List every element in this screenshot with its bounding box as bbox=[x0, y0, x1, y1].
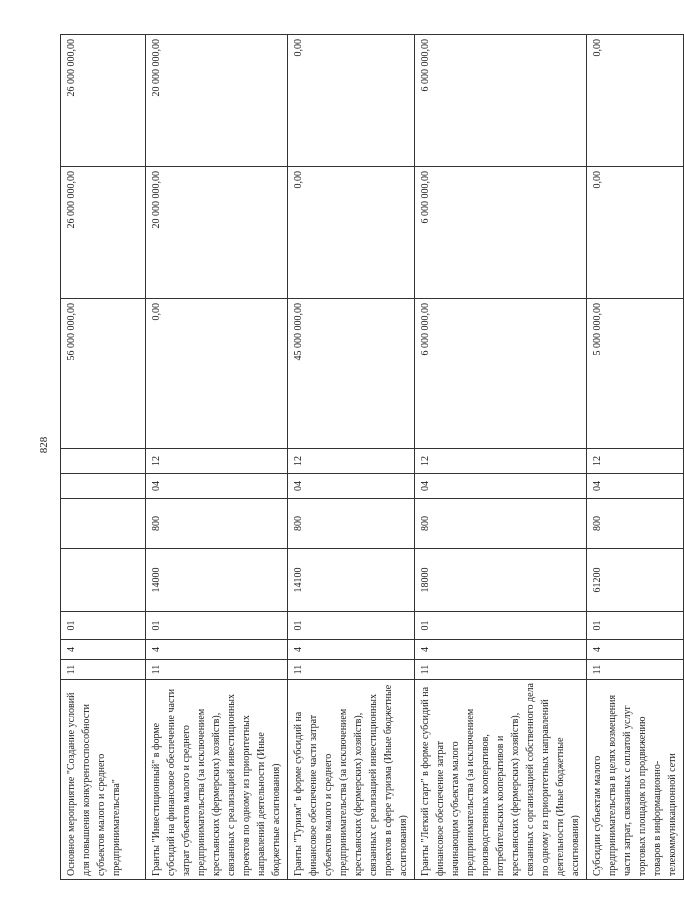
table-row bbox=[415, 35, 587, 880]
cell-section: 11 bbox=[146, 660, 288, 680]
table-row bbox=[288, 35, 415, 880]
row-description: Гранты "Инвестиционный" в форме субсидий на финансовое обеспечение части затрат субъектов малого и среднего предпринимательства (за исключением крестьянских (фермерских) хозяйств), связанных с реализацией инвестиционных проектов по одному из приоритетных направлений деятельности (Иные бюджетные ассигнования) bbox=[146, 680, 288, 880]
cell-section-code bbox=[61, 474, 146, 499]
cell-subsection-code: 12 bbox=[415, 449, 587, 474]
cell-amount-3: 26 000 000,00 bbox=[61, 35, 146, 167]
cell-subsection-code: 12 bbox=[288, 449, 415, 474]
cell-expense-type: 800 bbox=[288, 499, 415, 549]
cell-program: 01 bbox=[288, 612, 415, 640]
cell-section-code: 04 bbox=[587, 474, 684, 499]
cell-subsection-code: 12 bbox=[587, 449, 684, 474]
cell-amount-1: 6 000 000,00 bbox=[415, 299, 587, 449]
table-row bbox=[61, 35, 146, 880]
cell-subsection-code bbox=[61, 449, 146, 474]
cell-expense-type: 800 bbox=[415, 499, 587, 549]
cell-section-code: 04 bbox=[146, 474, 288, 499]
cell-program: 01 bbox=[415, 612, 587, 640]
row-description: Субсидии субъектам малого предпринимательства в целях возмещения части затрат, связанных с оплатой услуг торговых площадок по продвижению товаров в информационно-телекоммуникационной сети bbox=[587, 680, 684, 880]
cell-amount-2: 0,00 bbox=[587, 167, 684, 299]
cell-section: 11 bbox=[61, 660, 146, 680]
cell-subsection: 4 bbox=[146, 640, 288, 660]
cell-amount-3: 0,00 bbox=[288, 35, 415, 167]
cell-amount-2: 0,00 bbox=[288, 167, 415, 299]
cell-target-code bbox=[61, 549, 146, 612]
cell-amount-1: 45 000 000,00 bbox=[288, 299, 415, 449]
cell-amount-1: 56 000 000,00 bbox=[61, 299, 146, 449]
cell-amount-3: 20 000 000,00 bbox=[146, 35, 288, 167]
cell-section: 11 bbox=[415, 660, 587, 680]
table-row bbox=[587, 35, 684, 880]
cell-subsection: 4 bbox=[61, 640, 146, 660]
row-description: Гранты "Туризм" в форме субсидий на финансовое обеспечение части затрат субъектов малого и среднего предпринимательства (за исключением крестьянских (фермерских) хозяйств), связанных с реализацией инвестиционных проектов в сфере туризма (Иные бюджетные ассигнования) bbox=[288, 680, 415, 880]
cell-section-code: 04 bbox=[415, 474, 587, 499]
cell-subsection-code: 12 bbox=[146, 449, 288, 474]
page-number: 828 bbox=[38, 436, 50, 454]
cell-amount-1: 5 000 000,00 bbox=[587, 299, 684, 449]
cell-amount-3: 0,00 bbox=[587, 35, 684, 167]
cell-program: 01 bbox=[587, 612, 684, 640]
rotated-table-container bbox=[60, 35, 678, 880]
cell-amount-2: 20 000 000,00 bbox=[146, 167, 288, 299]
row-description: Гранты "Легкий старт" в форме субсидий на финансовое обеспечение затрат начинающим субъектам малого предпринимательства (за исключением производственных кооперативов, потребительских кооперативов и крестьянских (фермерских) хозяйств), связанных с организацией собственного дела по одному из приоритетных направлений деятельности (Иные бюджетные ассигнования) bbox=[415, 680, 587, 880]
cell-program: 01 bbox=[146, 612, 288, 640]
cell-expense-type bbox=[61, 499, 146, 549]
budget-table bbox=[60, 34, 684, 880]
cell-amount-1: 0,00 bbox=[146, 299, 288, 449]
row-description: Основное мероприятие "Создание условий для повышения конкурентоспособности субъектов малого и среднего предпринимательства" bbox=[61, 680, 146, 880]
cell-section: 11 bbox=[587, 660, 684, 680]
cell-section-code: 04 bbox=[288, 474, 415, 499]
cell-subsection: 4 bbox=[415, 640, 587, 660]
cell-target-code: 18000 bbox=[415, 549, 587, 612]
cell-target-code: 61200 bbox=[587, 549, 684, 612]
cell-program: 01 bbox=[61, 612, 146, 640]
cell-target-code: 14100 bbox=[288, 549, 415, 612]
table-row bbox=[146, 35, 288, 880]
cell-expense-type: 800 bbox=[146, 499, 288, 549]
cell-amount-3: 6 000 000,00 bbox=[415, 35, 587, 167]
cell-target-code: 14000 bbox=[146, 549, 288, 612]
cell-expense-type: 800 bbox=[587, 499, 684, 549]
cell-subsection: 4 bbox=[587, 640, 684, 660]
cell-subsection: 4 bbox=[288, 640, 415, 660]
cell-amount-2: 6 000 000,00 bbox=[415, 167, 587, 299]
cell-amount-2: 26 000 000,00 bbox=[61, 167, 146, 299]
cell-section: 11 bbox=[288, 660, 415, 680]
